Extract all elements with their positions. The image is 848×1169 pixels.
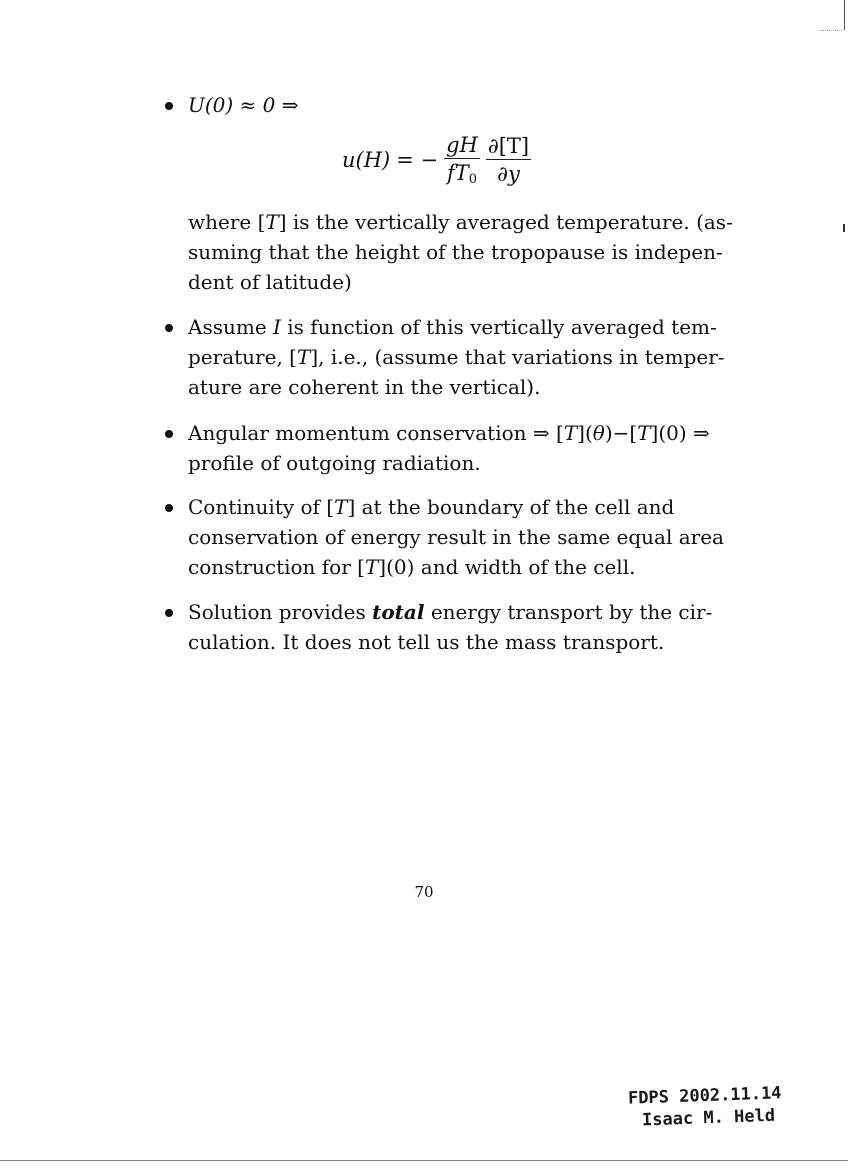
- equation-fraction-2: [486, 134, 531, 186]
- bullet-dot-icon: [165, 597, 177, 627]
- equation-fraction-1: [444, 133, 480, 187]
- equation-equals: = −: [396, 148, 439, 172]
- fraction-1-numerator: gH: [446, 133, 478, 157]
- scan-edge-right: [844, 0, 845, 30]
- scan-dots: [820, 30, 842, 31]
- fraction-1-denominator-subscript: 0: [468, 172, 478, 187]
- bullet-line: ature are coherent in the vertical).: [188, 375, 541, 399]
- paragraph-line: dent of latitude): [188, 270, 352, 294]
- paragraph-line: suming that the height of the tropopause is indepen-: [188, 240, 723, 264]
- bullet-line: conservation of energy result in the same equal area: [188, 525, 724, 549]
- bullet-dot-icon: [165, 90, 177, 120]
- page-number: 70: [414, 883, 434, 901]
- bullet-dot-icon: [165, 312, 177, 342]
- bullet-line: profile of outgoing radiation.: [188, 451, 481, 475]
- signature-line-1: FDPS 2002.11.14: [627, 1083, 782, 1109]
- bullet-line: U(0) ≈ 0 ⇒: [188, 93, 299, 117]
- bullet-dot-icon: [165, 492, 177, 522]
- bullet-line: Assume I is function of this vertically averaged tem-: [188, 315, 717, 339]
- bullet-line: Continuity of [T] at the boundary of the cell and: [188, 495, 675, 519]
- scan-edge-bottom: [0, 1160, 848, 1161]
- fraction-1-denominator: [447, 159, 477, 187]
- bullet-line: Angular momentum conservation ⇒ [T](θ)−[T](0) ⇒: [188, 421, 710, 445]
- bullet-line: perature, [T], i.e., (assume that variations in temper-: [188, 345, 725, 369]
- handwritten-signature: [627, 1083, 782, 1131]
- equation-lhs: u(H): [342, 148, 391, 172]
- bullet-line: culation. It does not tell us the mass transport.: [188, 630, 665, 654]
- bullet-line: construction for [T](0) and width of the cell.: [188, 555, 636, 579]
- paragraph-line: where [T] is the vertically averaged temperature. (as-: [188, 210, 733, 234]
- bullet-dot-icon: [165, 418, 177, 448]
- scan-mark: [843, 224, 845, 232]
- fraction-1-denominator-main: fT: [446, 161, 469, 185]
- bullet-line: Solution provides total energy transport by the cir-: [188, 600, 713, 624]
- fraction-2-denominator: ∂y: [497, 162, 520, 186]
- equation-block: [342, 133, 531, 187]
- fraction-2-numerator: ∂[T]: [487, 134, 530, 158]
- signature-line-2: Isaac M. Held: [641, 1105, 776, 1131]
